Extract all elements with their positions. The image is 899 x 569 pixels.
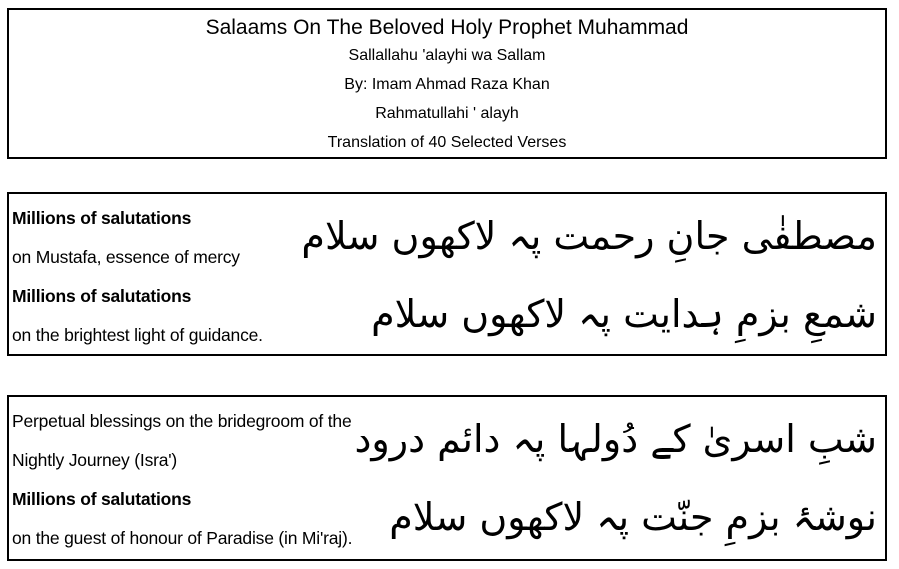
verse-panel-2 xyxy=(7,395,887,561)
page-title: Salaams On The Beloved Holy Prophet Muhammad xyxy=(205,16,689,39)
title-panel xyxy=(7,8,887,159)
verse-2-english-line-3: Millions of salutations xyxy=(12,489,192,509)
verse-1-english-line-4: on the brightest light of guidance. xyxy=(12,325,263,345)
verse-2-english-line-4: on the guest of honour of Paradise (in Mi'raj). xyxy=(12,528,353,548)
author-line: By: Imam Ahmad Raza Khan xyxy=(344,76,550,93)
verse-1-english-line-1: Millions of salutations xyxy=(12,208,192,228)
verse-2-english-line-2: Nightly Journey (Isra') xyxy=(12,450,178,470)
author-honorific: Rahmatullahi ' alayh xyxy=(375,105,519,122)
verse-1-urdu-line-2: شمعِ بزمِ ہدایت پہ لاکھوں سلام xyxy=(371,292,877,336)
verse-2-english-line-1: Perpetual blessings on the bridegroom of the xyxy=(12,411,352,431)
verse-2-urdu-line-1: شبِ اسریٰ کے دُولہا پہ دائم درود xyxy=(354,417,877,461)
verse-1-urdu-line-1: مصطفٰی جانِ رحمت پہ لاکھوں سلام xyxy=(301,214,877,258)
verse-panel-1 xyxy=(7,192,887,356)
verse-1-english-line-3: Millions of salutations xyxy=(12,286,192,306)
verse-1-english-line-2: on Mustafa, essence of mercy xyxy=(12,247,240,267)
title-honorific: Sallallahu 'alayhi wa Sallam xyxy=(348,47,546,64)
verse-2-urdu-line-2: نوشۂ بزمِ جنّت پہ لاکھوں سلام xyxy=(389,495,877,539)
subtitle: Translation of 40 Selected Verses xyxy=(327,134,567,151)
